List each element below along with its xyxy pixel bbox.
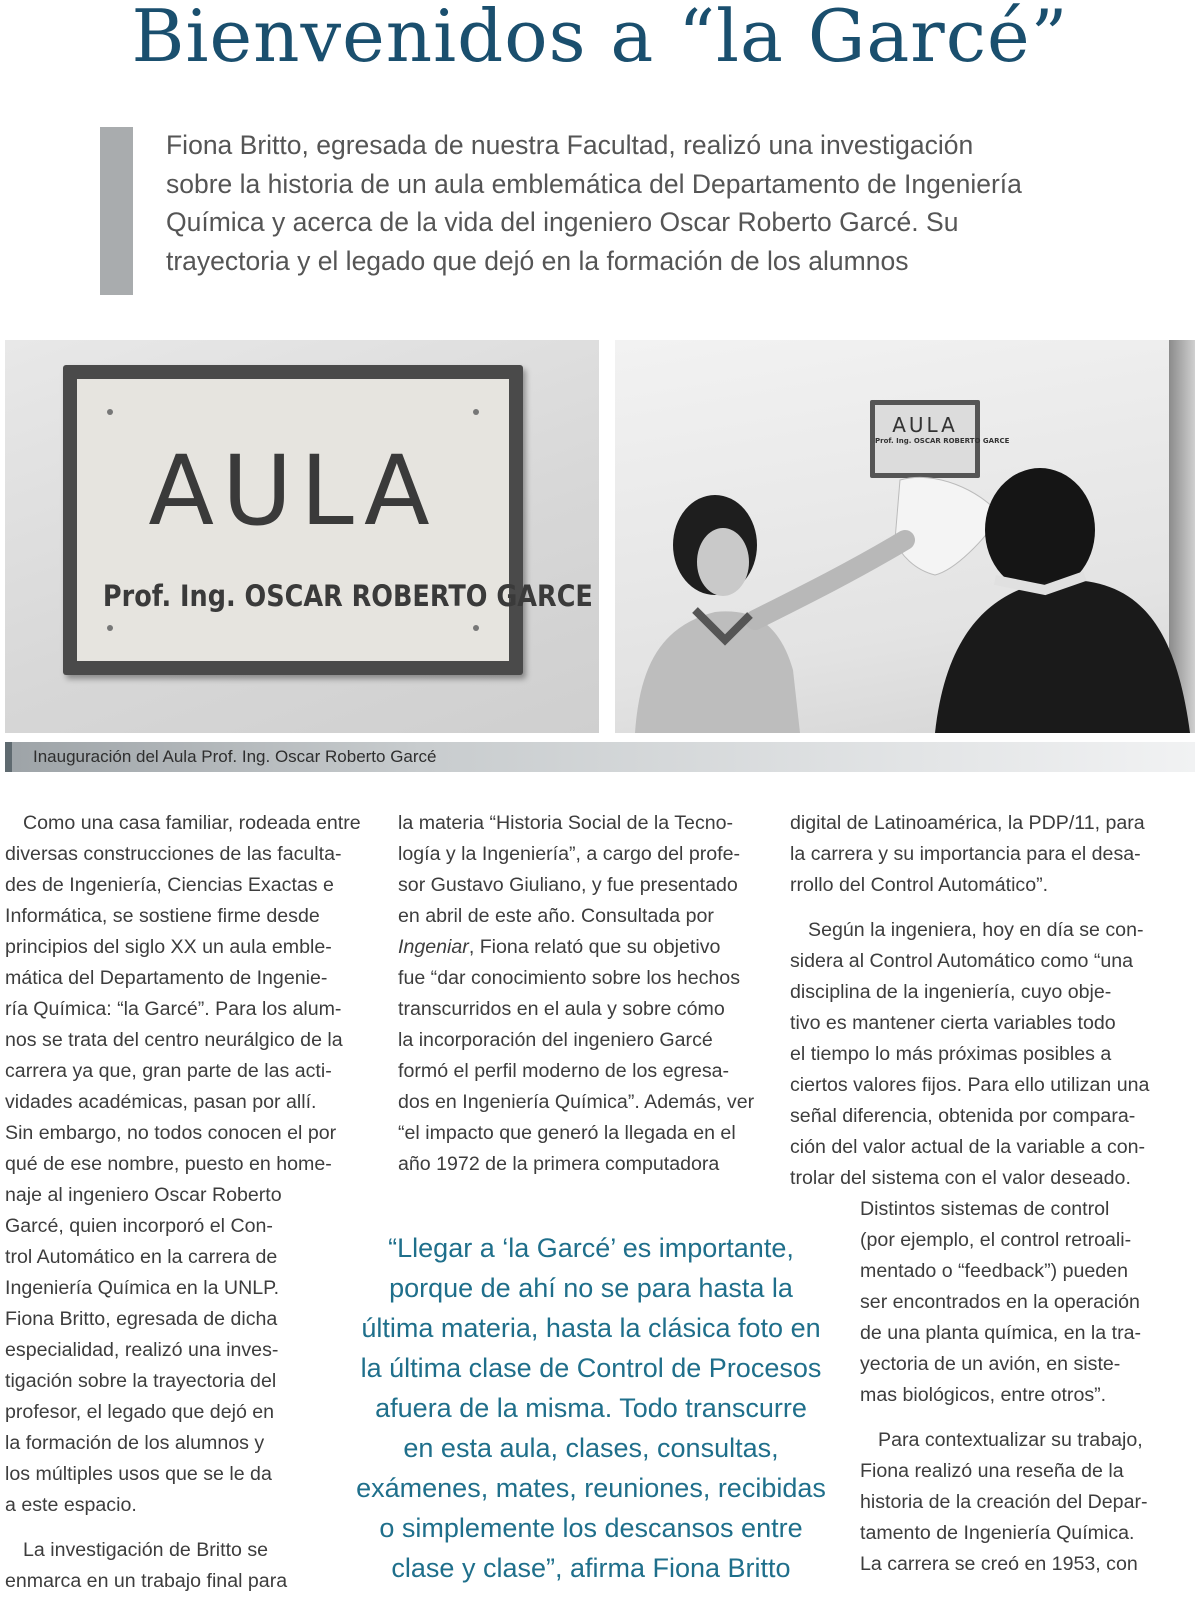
text-line: en abril de este año. Consultada por: [398, 905, 714, 927]
text-line: la formación de los alumnos y: [5, 1432, 265, 1454]
article-paragraph: [790, 915, 1185, 1194]
plaque-name: Prof. Ing. OSCAR ROBERTO GARCE: [102, 579, 593, 613]
lead-accent-bar: [100, 127, 133, 295]
text-line: Fiona Britto, egresada de dicha: [5, 1308, 278, 1330]
text-line: de una planta química, en la tra-: [860, 1322, 1142, 1344]
quote-line: o simplemente los descansos entre: [379, 1513, 803, 1543]
lead-line: trayectoria y el legado que dejó en la formación de los alumnos: [166, 245, 909, 276]
text-line: el tiempo lo más próximas posibles a: [790, 1043, 1112, 1065]
text-line: nos se trata del centro neurálgico de la: [5, 1029, 343, 1051]
text-line: qué de ese nombre, puesto en home-: [5, 1153, 332, 1175]
text-line: trol Automático en la carrera de: [5, 1246, 278, 1268]
article-column-1: [5, 808, 365, 1597]
small-plaque-name: Prof. Ing. OSCAR ROBERTO GARCE: [875, 437, 1010, 445]
text-line: formó el perfil moderno de los egresa-: [398, 1060, 730, 1082]
article-paragraph: [5, 808, 365, 1521]
text-line: año 1972 de la primera computadora: [398, 1153, 720, 1175]
plaque-title: AULA: [148, 435, 438, 547]
lead-paragraph: [166, 126, 1126, 280]
text-line: Según la ingeniera, hoy en día se con-: [808, 919, 1144, 941]
plaque: [63, 365, 593, 675]
screw-icon: [473, 409, 479, 415]
text-line: vidades académicas, pasan por allí.: [5, 1091, 317, 1113]
text-line: principios del siglo XX un aula emble-: [5, 936, 332, 958]
woman-arm: [755, 540, 905, 620]
text-line: la carrera y su importancia para el desa-: [790, 843, 1141, 865]
screw-icon: [107, 625, 113, 631]
text-line: enmarca en un trabajo final para: [5, 1570, 288, 1592]
text-line: Distintos sistemas de control: [860, 1198, 1110, 1220]
text-line: dos en Ingeniería Química”. Además, ver: [398, 1091, 755, 1113]
text-line: yectoria de un avión, en siste-: [860, 1353, 1121, 1375]
text-line: la materia “Historia Social de la Tecno-: [398, 812, 734, 834]
article-column-2: [398, 808, 768, 1180]
man-body: [935, 580, 1190, 733]
text-line: Ingeniería Química en la UNLP.: [5, 1277, 280, 1299]
text-line: trolar del sistema con el valor deseado.: [790, 1167, 1131, 1189]
screw-icon: [107, 409, 113, 415]
lead-line: sobre la historia de un aula emblemática del Departamento de Ingeniería: [166, 168, 1022, 199]
text-line: profesor, el legado que dejó en: [5, 1401, 275, 1423]
text-fragment: , Fiona relató que su objetivo: [468, 936, 721, 958]
text-line: carrera ya que, gran parte de las acti-: [5, 1060, 332, 1082]
text-line: mentado o “feedback”) pueden: [860, 1260, 1128, 1282]
text-line: logía y la Ingeniería”, a cargo del profe-: [398, 843, 741, 865]
article-paragraph: [5, 1535, 365, 1597]
text-line: Como una casa familiar, rodeada entre: [23, 812, 361, 834]
quote-line: en esta aula, clases, consultas,: [403, 1433, 779, 1463]
article-paragraph: [398, 808, 768, 1180]
text-line: des de Ingeniería, Ciencias Exactas e: [5, 874, 334, 896]
plaque-face: [77, 379, 593, 661]
text-line: Sin embargo, no todos conocen el por: [5, 1122, 337, 1144]
text-line: rrollo del Control Automático”.: [790, 874, 1049, 896]
woman-face: [697, 528, 749, 596]
text-line: ción del valor actual de la variable a con-: [790, 1136, 1146, 1158]
text-line: La carrera se creó en 1953, con: [860, 1553, 1138, 1575]
text-line: a este espacio.: [5, 1494, 137, 1516]
quote-line: “Llegar a ‘la Garcé’ es importante,: [388, 1233, 794, 1263]
photo-caption: Inauguración del Aula Prof. Ing. Oscar Roberto Garcé: [33, 747, 437, 766]
text-line: Informática, se sostiene firme desde: [5, 905, 320, 927]
text-line: (por ejemplo, el control retroali-: [860, 1229, 1132, 1251]
text-line: Fiona realizó una reseña de la: [860, 1460, 1124, 1482]
article-paragraph: [790, 808, 1185, 901]
text-line: Para contextualizar su trabajo,: [878, 1429, 1143, 1451]
text-line: ser encontrados en la operación: [860, 1291, 1140, 1313]
quote-line: porque de ahí no se para hasta la: [389, 1273, 793, 1303]
lead-line: Química y acerca de la vida del ingeniero Oscar Roberto Garcé. Su: [166, 207, 959, 237]
text-line: mática del Departamento de Ingenie-: [5, 967, 328, 989]
small-plaque-title: AULA: [892, 413, 958, 437]
text-line: La investigación de Britto se: [23, 1539, 269, 1561]
article-column-3: [790, 808, 1185, 1194]
quote-line: la última clase de Control de Procesos: [360, 1353, 822, 1383]
plaque-photo: [5, 340, 599, 733]
text-line: naje al ingeniero Oscar Roberto: [5, 1184, 282, 1206]
quote-line: exámenes, mates, reuniones, recibidas: [356, 1473, 826, 1503]
page-title: Bienvenidos a “la Garcé”: [131, 0, 1069, 78]
text-line: diversas construcciones de las faculta-: [5, 843, 342, 865]
text-line: sidera al Control Automático como “una: [790, 950, 1134, 972]
text-line: mas biológicos, entre otros”.: [860, 1384, 1107, 1406]
caption-accent: [5, 742, 12, 772]
text-line: la incorporación del ingeniero Garcé: [398, 1029, 713, 1051]
text-line: ciertos valores fijos. Para ello utilizan una: [790, 1074, 1150, 1096]
text-line: [398, 932, 768, 963]
paper-sheet: [895, 477, 1000, 575]
text-line: “el impacto que generó la llegada en el: [398, 1122, 736, 1144]
text-line: los múltiples usos que se le da: [5, 1463, 272, 1485]
magazine-name: Ingeniar: [398, 936, 469, 958]
text-line: fue “dar conocimiento sobre los hechos: [398, 967, 740, 989]
article-paragraph: [860, 1194, 1185, 1411]
text-line: tigación sobre la trayectoria del: [5, 1370, 277, 1392]
text-line: disciplina de la ingeniería, cuyo obje-: [790, 981, 1112, 1003]
quote-line: afuera de la misma. Todo transcurre: [375, 1393, 807, 1423]
text-line: tivo es mantener cierta variables todo: [790, 1012, 1116, 1034]
text-line: especialidad, realizó una inves-: [5, 1339, 279, 1361]
screw-icon: [473, 625, 479, 631]
text-line: tamento de Ingeniería Química.: [860, 1522, 1135, 1544]
text-line: ría Química: “la Garcé”. Para los alum-: [5, 998, 342, 1020]
text-line: sor Gustavo Giuliano, y fue presentado: [398, 874, 738, 896]
text-line: historia de la creación del Depar-: [860, 1491, 1148, 1513]
text-line: digital de Latinoamérica, la PDP/11, para: [790, 812, 1145, 834]
text-line: Garcé, quien incorporó el Con-: [5, 1215, 273, 1237]
text-line: señal diferencia, obtenida por compara-: [790, 1105, 1136, 1127]
inauguration-photo: [615, 340, 1195, 733]
people-silhouettes: [615, 340, 1195, 733]
lead-line: Fiona Britto, egresada de nuestra Facultad, realizó una investigación: [166, 130, 974, 160]
pull-quote: [330, 1228, 852, 1588]
article-paragraph: [860, 1425, 1185, 1580]
text-line: transcurridos en el aula y sobre cómo: [398, 998, 725, 1020]
quote-line: clase y clase”, afirma Fiona Britto: [391, 1553, 791, 1583]
article-column-3-lower: [860, 1194, 1185, 1580]
quote-line: última materia, hasta la clásica foto en: [361, 1313, 821, 1343]
